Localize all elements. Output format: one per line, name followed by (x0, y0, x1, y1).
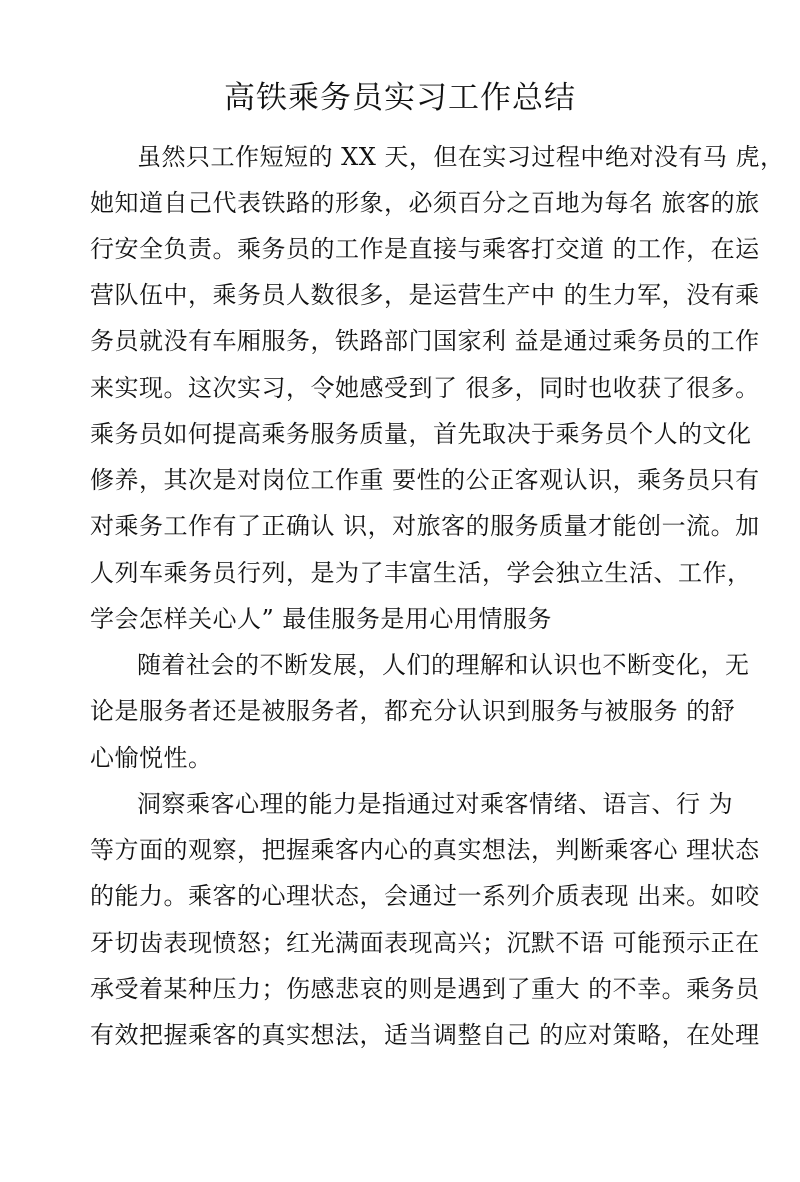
paragraph-1-line-4: 营队伍中，乘务员人数很多，是运营生产中 的生力军，没有乘 (90, 281, 760, 309)
paragraph-3-line-3: 的能力。乘客的心理状态，会通过一系列介质表现 出来。如咬 (90, 882, 760, 910)
paragraph-2-line-3: 心愉悦性。 (90, 744, 213, 772)
paragraph-1-line-11: 学会怎样关心人” 最佳服务是用心用情服务 (90, 605, 552, 633)
paragraph-1-line-2: 她知道自己代表铁路的形象，必须百分之百地为每名 旅客的旅 (90, 189, 760, 217)
paragraph-3-line-5: 承受着某种压力；伤感悲哀的则是遇到了重大 的不幸。乘务员 (90, 975, 760, 1003)
paragraph-1-line-3: 行安全负责。乘务员的工作是直接与乘客打交道 的工作，在运 (90, 235, 760, 263)
paragraph-1-line-10: 人列车乘务员行列，是为了丰富生活，学会独立生活、工作， (90, 559, 752, 587)
paragraph-2-line-1: 随着社会的不断发展，人们的理解和认识也不断变化，无 (137, 651, 750, 679)
paragraph-2-line-2: 论是服务者还是被服务者，都充分认识到服务与被服务 的舒 (90, 697, 736, 725)
paragraph-1-line-8: 修养，其次是对岗位工作重 要性的公正客观认识，乘务员只有 (90, 466, 760, 494)
paragraph-1-line-1: 虽然只工作短短的 XX 天，但在实习过程中绝对没有马 虎， (137, 143, 785, 171)
paragraph-3-line-1: 洞察乘客心理的能力是指通过对乘客情绪、语言、行 为 (137, 790, 734, 818)
paragraph-3-line-2: 等方面的观察，把握乘客内心的真实想法，判断乘客心 理状态 (90, 836, 760, 864)
paragraph-1-line-7: 乘务员如何提高乘务服务质量，首先取决于乘务员个人的文化 (90, 420, 752, 448)
document-title: 高铁乘务员实习工作总结 (224, 80, 576, 116)
paragraph-3-line-6: 有效把握乘客的真实想法，适当调整自己 的应对策略，在处理 (90, 1021, 760, 1049)
paragraph-1-line-5: 务员就没有车厢服务，铁路部门国家利 益是通过乘务员的工作 (90, 327, 760, 355)
paragraph-1-line-9: 对乘务工作有了正确认 识，对旅客的服务质量才能创一流。加 (90, 512, 760, 540)
paragraph-1-line-6: 来实现。这次实习，令她感受到了 很多，同时也收获了很多。 (90, 374, 760, 402)
paragraph-3-line-4: 牙切齿表现愤怒；红光满面表现高兴；沉默不语 可能预示正在 (90, 929, 760, 957)
